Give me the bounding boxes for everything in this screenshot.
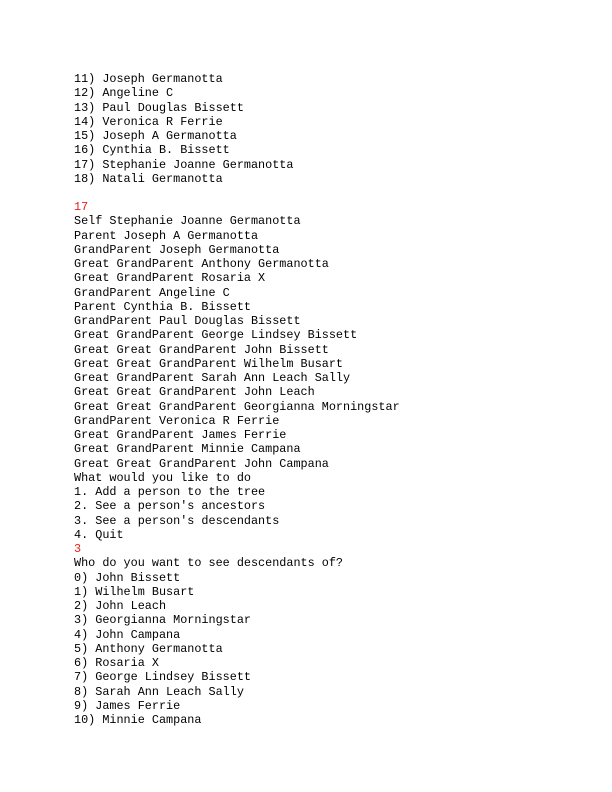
ancestor-row: Great Great GrandParent John Bissett (74, 342, 329, 357)
ancestors-list (74, 214, 594, 471)
ancestor-row: Great GrandParent George Lindsey Bissett (74, 328, 358, 343)
ancestor-row: Great GrandParent Rosaria X (74, 271, 266, 286)
list-item: 14) Veronica R Ferrie (74, 114, 223, 129)
selection-input: 17 (74, 200, 89, 214)
ancestor-row: GrandParent Angeline C (74, 285, 230, 300)
menu-input: 3 (74, 542, 82, 556)
list-item: 10) Minnie Campana (74, 713, 202, 727)
ancestor-row: GrandParent Paul Douglas Bissett (74, 314, 301, 328)
menu-option-quit: 4. Quit (74, 527, 124, 542)
menu-option-ancestors: 2. See a person's ancestors (74, 499, 266, 514)
menu-prompt: What would you like to do (74, 470, 251, 485)
list-item: 8) Sarah Ann Leach Sally (74, 684, 244, 699)
list-item: 15) Joseph A Germanotta (74, 129, 237, 143)
list-item: 5) Anthony Germanotta (74, 641, 223, 656)
ancestor-row: Great Great GrandParent John Campana (74, 456, 329, 471)
list-item: 2) John Leach (74, 599, 167, 613)
ancestor-row: GrandParent Joseph Germanotta (74, 242, 280, 257)
list-item: 3) Georgianna Morningstar (74, 613, 251, 628)
menu-option-descendants: 3. See a person's descendants (74, 513, 280, 528)
list-item: 6) Rosaria X (74, 656, 159, 670)
ancestor-row: Great Great GrandParent Georgianna Morningstar (74, 399, 400, 414)
ancestor-row: Great GrandParent Minnie Campana (74, 442, 301, 457)
console-output (74, 72, 594, 727)
list-item: 17) Stephanie Joanne Germanotta (74, 157, 294, 172)
ancestor-row: Great Great GrandParent Wilhelm Busart (74, 356, 344, 371)
descendants-prompt: Who do you want to see descendants of? (74, 556, 344, 571)
list-item: 1) Wilhelm Busart (74, 584, 195, 599)
ancestor-row: Great GrandParent Anthony Germanotta (74, 257, 329, 271)
ancestor-row: GrandParent Veronica R Ferrie (74, 413, 280, 428)
list-item: 18) Natali Germanotta (74, 171, 223, 186)
menu-option-add-person: 1. Add a person to the tree (74, 485, 266, 499)
list-item: 7) George Lindsey Bissett (74, 670, 251, 685)
ancestor-row: Great Great GrandParent John Leach (74, 385, 315, 400)
list-item: 13) Paul Douglas Bissett (74, 100, 244, 115)
person-list-bottom (74, 571, 594, 728)
ancestor-row: Parent Cynthia B. Bissett (74, 299, 251, 314)
person-list-top (74, 72, 594, 186)
ancestor-row: Parent Joseph A Germanotta (74, 228, 259, 243)
ancestor-row: Self Stephanie Joanne Germanotta (74, 214, 301, 229)
list-item: 4) John Campana (74, 627, 181, 642)
main-menu (74, 471, 594, 542)
list-item: 9) James Ferrie (74, 698, 181, 713)
list-item: 11) Joseph Germanotta (74, 72, 223, 86)
ancestor-row: Great GrandParent Sarah Ann Leach Sally (74, 371, 351, 385)
list-item: 16) Cynthia B. Bissett (74, 143, 230, 158)
ancestor-row: Great GrandParent James Ferrie (74, 428, 287, 442)
blank-line (74, 186, 594, 200)
list-item: 0) John Bissett (74, 570, 181, 585)
list-item: 12) Angeline C (74, 86, 174, 101)
